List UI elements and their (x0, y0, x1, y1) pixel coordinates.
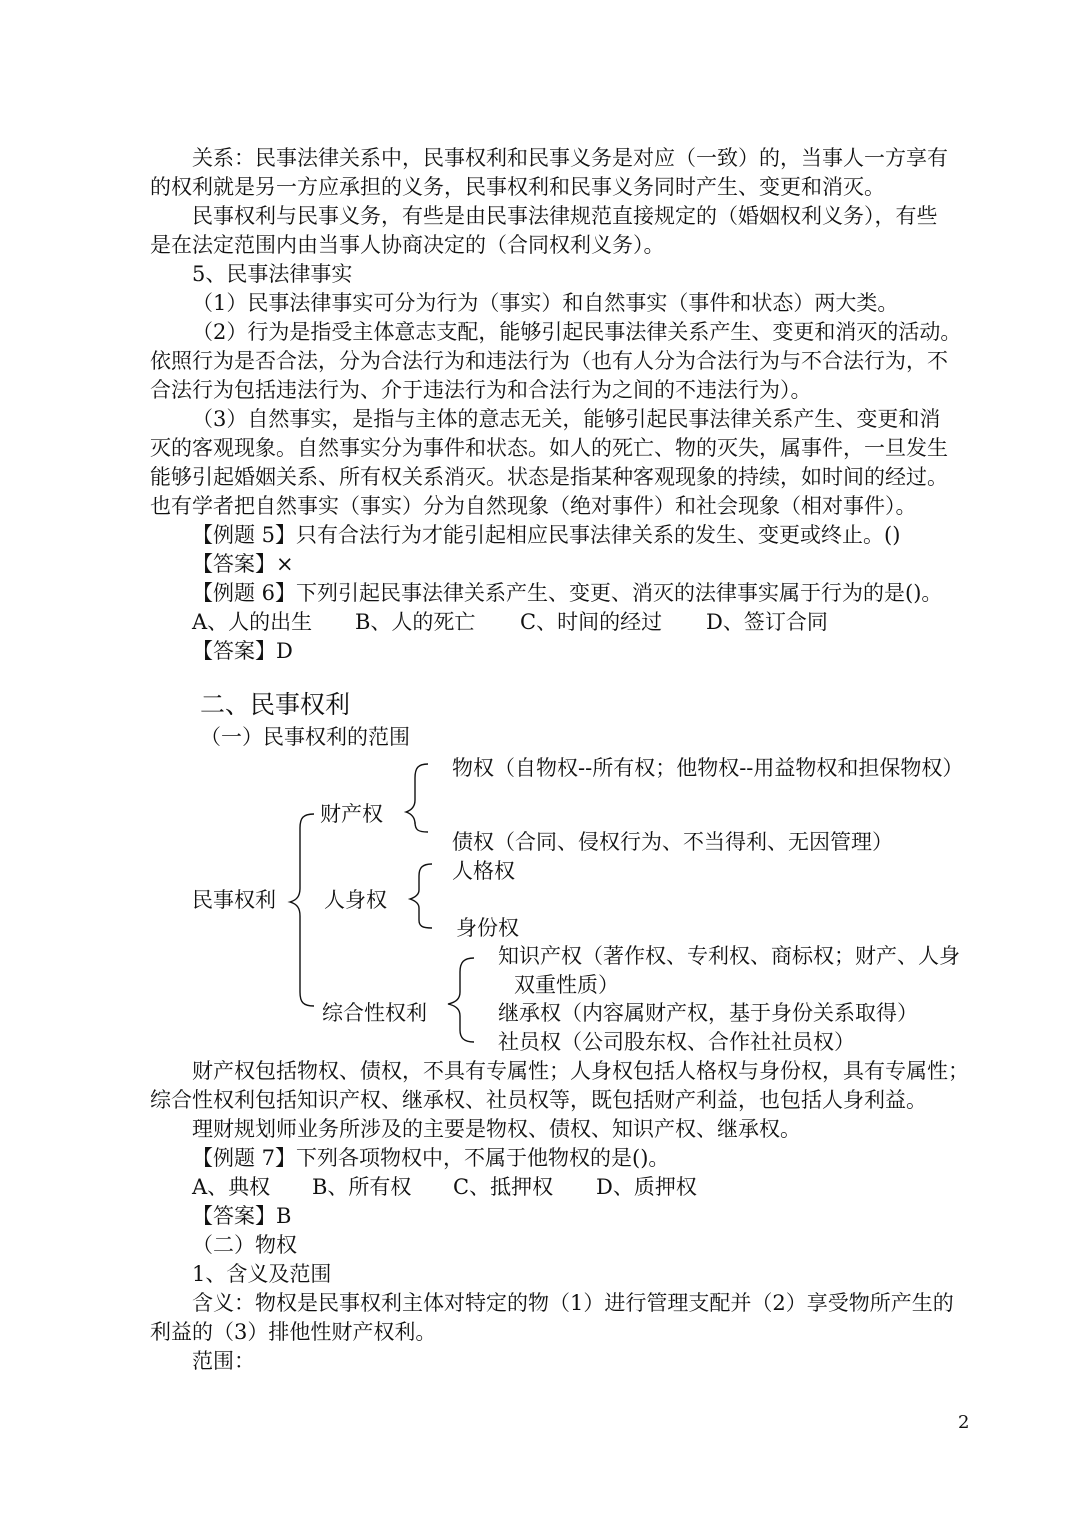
text-line: 能够引起婚姻关系、所有权关系消灭。状态是指某种客观现象的持续，如时间的经过。 (150, 465, 948, 489)
diagram-node-personal: 人身权 (324, 888, 387, 912)
option-c: C、时间的经过 (520, 610, 663, 634)
text-line: 也有学者把自然事实（事实）分为自然现象（绝对事件）和社会现象（相对事件）。 (150, 494, 917, 518)
text-line: （2）行为是指受主体意志支配，能够引起民事法律关系产生、变更和消灭的活动。 (192, 320, 962, 344)
option-d: D、签订合同 (706, 610, 828, 634)
diagram-node-property: 财产权 (320, 802, 383, 826)
brace-property (406, 764, 428, 832)
text-line: （1）民事法律事实可分为行为（事实）和自然事实（事件和状态）两大类。 (192, 291, 899, 315)
subheading: （一）民事权利的范围 (200, 725, 410, 749)
text-line: 关系：民事法律关系中，民事权利和民事义务是对应（一致）的，当事人一方享有 (192, 146, 948, 170)
text-line: 理财规划师业务所涉及的主要是物权、债权、知识产权、继承权。 (192, 1117, 801, 1141)
text-line: （3）自然事实，是指与主体的意志无关，能够引起民事法律关系产生、变更和消 (192, 407, 941, 431)
text-line: 范围： (192, 1349, 255, 1373)
brace-root (290, 814, 314, 1006)
example-question: 【例题 6】下列引起民事法律关系产生、变更、消灭的法律事实属于行为的是()。 (192, 581, 943, 605)
example-answer: 【答案】× (192, 552, 294, 576)
diagram-node-composite: 综合性权利 (322, 1001, 427, 1025)
text-line: 综合性权利包括知识产权、继承权、社员权等，既包括财产利益，也包括人身利益。 (150, 1088, 927, 1112)
diagram-node-ip-continued: 双重性质） (514, 973, 619, 997)
text-line: 是在法定范围内由当事人协商决定的（合同权利义务）。 (150, 233, 665, 257)
example-question: 【例题 5】只有合法行为才能引起相应民事法律关系的发生、变更或终止。() (192, 523, 901, 547)
option-d: D、质押权 (596, 1175, 697, 1199)
option-c: C、抵押权 (453, 1175, 554, 1199)
option-a: A、人的出生 (192, 610, 313, 634)
page-number: 2 (958, 1412, 970, 1433)
text-line: 灭的客观现象。自然事实分为事件和状态。如人的死亡、物的灭失，属事件，一旦发生 (150, 436, 948, 460)
diagram-node-claim: 债权（合同、侵权行为、不当得利、无因管理） (452, 830, 893, 854)
subheading: （二）物权 (192, 1233, 297, 1257)
diagram-node-personality: 人格权 (452, 859, 515, 883)
text-line: 的权利就是另一方应承担的义务，民事权利和民事义务同时产生、变更和消灭。 (150, 175, 885, 199)
option-b: B、人的死亡 (355, 610, 476, 634)
text-line: 财产权包括物权、债权，不具有专属性；人身权包括人格权与身份权，具有专属性； (192, 1059, 969, 1083)
example-question: 【例题 7】下列各项物权中，不属于他物权的是()。 (192, 1146, 670, 1170)
diagram-node-status: 身份权 (456, 916, 519, 940)
text-line: 利益的（3）排他性财产权利。 (150, 1320, 437, 1344)
text-line: 民事权利与民事义务，有些是由民事法律规范直接规定的（婚姻权利义务），有些 (192, 204, 938, 228)
example-answer: 【答案】D (192, 639, 293, 663)
text-line: 依照行为是否合法，分为合法行为和违法行为（也有人分为合法行为与不合法行为，不 (150, 349, 948, 373)
brace-personal (410, 864, 432, 928)
text-line: 合法行为包括违法行为、介于违法行为和合法行为之间的不违法行为）。 (150, 378, 812, 402)
option-b: B、所有权 (312, 1175, 412, 1199)
option-a: A、典权 (192, 1175, 271, 1199)
diagram-node-inheritance: 继承权（内容属财产权，基于身份关系取得） (498, 1001, 918, 1025)
text-line: 含义：物权是民事权利主体对特定的物（1）进行管理支配并（2）享受物所产生的 (192, 1291, 954, 1315)
text-line: 1、含义及范围 (192, 1262, 332, 1286)
text-line: 5、民事法律事实 (192, 262, 353, 286)
brace-composite (448, 958, 474, 1042)
diagram-node-membership: 社员权（公司股东权、合作社社员权） (498, 1030, 855, 1054)
diagram-node-real-right: 物权（自物权--所有权；他物权--用益物权和担保物权） (452, 756, 964, 780)
example-answer: 【答案】B (192, 1204, 292, 1228)
diagram-node-root: 民事权利 (192, 888, 276, 912)
diagram-node-ip: 知识产权（著作权、专利权、商标权；财产、人身 (498, 944, 960, 968)
section-heading: 二、民事权利 (200, 690, 351, 719)
